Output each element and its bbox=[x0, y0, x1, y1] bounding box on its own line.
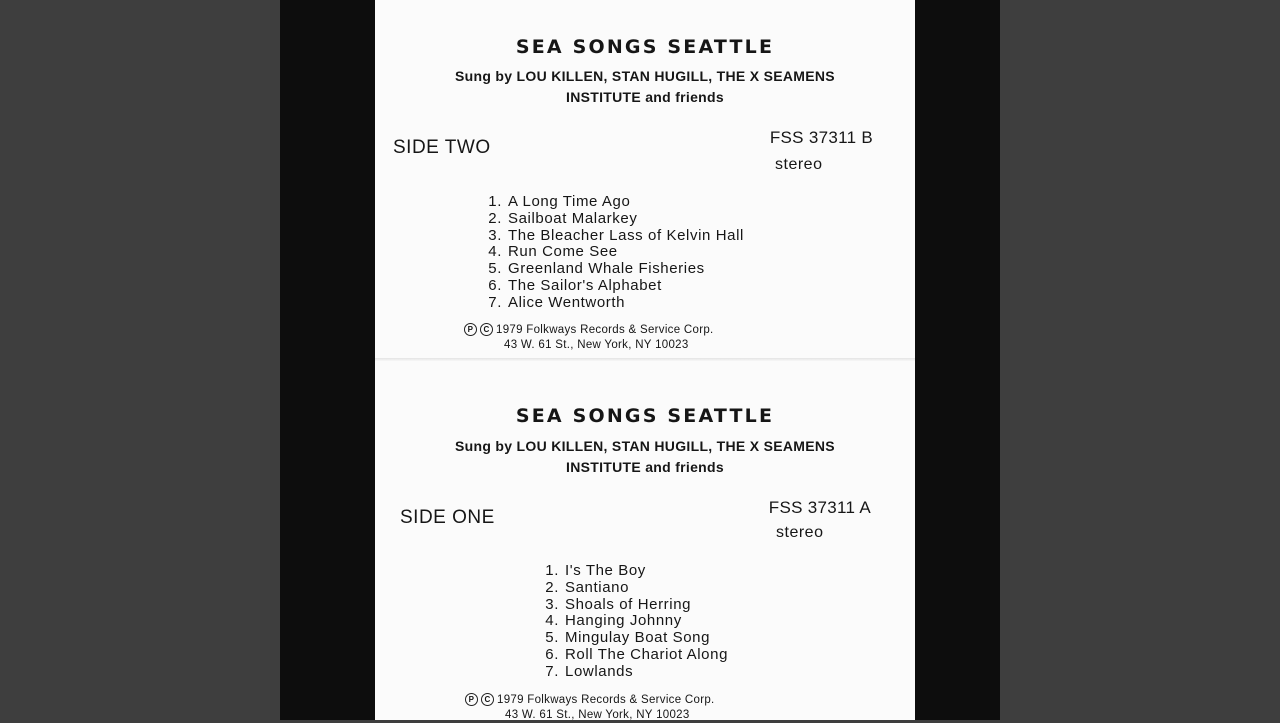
track-item: 4. Hanging Johnny bbox=[545, 612, 682, 630]
track-title: The Sailor's Alphabet bbox=[508, 276, 662, 294]
track-item: 7. Lowlands bbox=[545, 662, 634, 680]
track-title: A Long Time Ago bbox=[508, 193, 631, 210]
copyright-notice bbox=[464, 323, 714, 353]
track-item: 3. Shoals of Herring bbox=[545, 595, 692, 613]
track-title: Mingulay Boat Song bbox=[565, 629, 711, 647]
track-title: The Bleacher Lass of Kelvin Hall bbox=[508, 226, 744, 244]
copyright-text: 1979 Folkways Records & Service Corp. bbox=[497, 694, 715, 706]
copyright-icon: C bbox=[480, 323, 493, 336]
performers-line-2: INSTITUTE and friends bbox=[566, 459, 724, 475]
track-title: Lowlands bbox=[565, 662, 634, 680]
track-item: 1. I's The Boy bbox=[545, 562, 646, 579]
track-title: Alice Wentworth bbox=[508, 293, 626, 311]
album-title: SEA SONGS SEATTLE bbox=[515, 405, 775, 427]
performers-line-1: Sung by LOU KILLEN, STAN HUGILL, THE X SEAMENS bbox=[455, 438, 835, 454]
track-item: 2. Sailboat Malarkey bbox=[488, 209, 638, 227]
track-item: 6. Roll The Chariot Along bbox=[545, 645, 729, 663]
track-item: 2. Santiano bbox=[545, 578, 630, 596]
track-title: Sailboat Malarkey bbox=[508, 209, 638, 227]
track-item: 6. The Sailor's Alphabet bbox=[488, 276, 662, 294]
track-list bbox=[535, 563, 728, 681]
copyright-icon: C bbox=[481, 693, 494, 706]
track-title: Shoals of Herring bbox=[565, 595, 692, 613]
track-item: 7. Alice Wentworth bbox=[488, 293, 626, 311]
track-title: Santiano bbox=[565, 578, 630, 596]
side-one-panel bbox=[375, 361, 915, 720]
phonogram-copyright-icon: P bbox=[465, 693, 478, 706]
side-label: SIDE TWO bbox=[393, 137, 491, 158]
track-title: Greenland Whale Fisheries bbox=[508, 260, 705, 278]
publisher-address: 43 W. 61 St., New York, NY 10023 bbox=[505, 709, 690, 721]
catalog-number: FSS 37311 B bbox=[769, 128, 873, 147]
performers-line-2: INSTITUTE and friends bbox=[566, 89, 724, 105]
track-item: 5. Mingulay Boat Song bbox=[545, 629, 711, 647]
performers-line-1: Sung by LOU KILLEN, STAN HUGILL, THE X SEAMENS bbox=[455, 68, 835, 84]
side-two-panel bbox=[375, 0, 915, 358]
track-title: Hanging Johnny bbox=[565, 612, 682, 630]
format-label: stereo bbox=[775, 156, 823, 173]
track-item: 5. Greenland Whale Fisheries bbox=[488, 260, 705, 278]
track-item: 4. Run Come See bbox=[488, 243, 618, 261]
cassette-insert-card bbox=[375, 0, 915, 720]
track-list bbox=[478, 194, 744, 312]
publisher-address: 43 W. 61 St., New York, NY 10023 bbox=[504, 339, 689, 351]
track-item: 3. The Bleacher Lass of Kelvin Hall bbox=[488, 226, 744, 244]
phonogram-copyright-icon: P bbox=[464, 323, 477, 336]
album-title: SEA SONGS SEATTLE bbox=[515, 36, 775, 58]
format-label: stereo bbox=[776, 524, 824, 541]
track-title: Roll The Chariot Along bbox=[565, 645, 729, 663]
track-title: Run Come See bbox=[508, 243, 618, 261]
track-title: I's The Boy bbox=[565, 562, 646, 579]
catalog-number: FSS 37311 A bbox=[768, 498, 871, 517]
side-label: SIDE ONE bbox=[400, 507, 495, 528]
track-item: 1. A Long Time Ago bbox=[488, 193, 631, 210]
copyright-text: 1979 Folkways Records & Service Corp. bbox=[496, 324, 714, 336]
copyright-notice bbox=[465, 693, 715, 723]
